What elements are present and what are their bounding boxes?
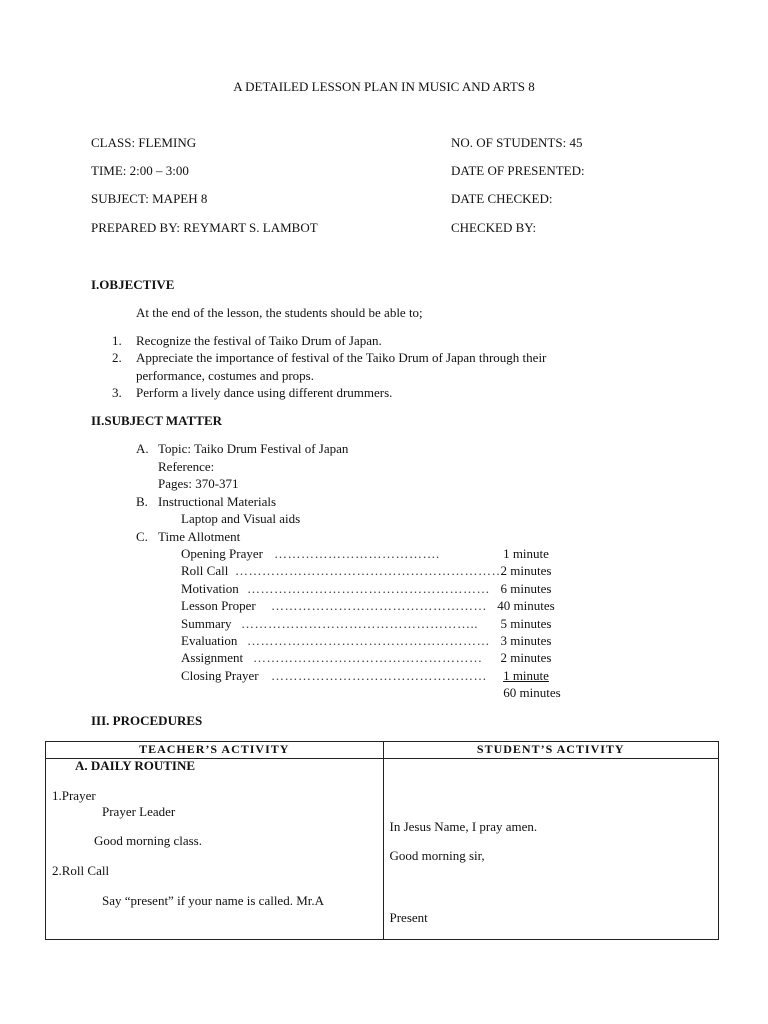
allotment-total: 60 minutes — [503, 685, 561, 700]
table-row — [46, 759, 719, 940]
list-letter-a: A. — [136, 441, 149, 456]
allotment-total-row — [181, 685, 571, 702]
table-header-row — [46, 742, 719, 759]
allotment-value: 1 minute — [503, 668, 549, 683]
allotment-label: Assignment — [181, 650, 244, 665]
materials-text: Instructional Materials — [158, 494, 277, 509]
subject-field: SUBJECT: MAPEH 8 — [91, 191, 208, 206]
objective-item — [112, 333, 382, 349]
allotment-value: 2 minutes — [500, 650, 552, 665]
dot-leader: …………………………………………… — [253, 650, 483, 665]
allotment-value: 40 minutes — [497, 598, 555, 613]
pages-text: Pages: 370-371 — [158, 476, 239, 491]
allotment-row — [181, 563, 571, 580]
dot-leader: ……………………………………………… — [247, 581, 490, 596]
allotment-row — [181, 581, 571, 598]
time-allotment-text: Time Allotment — [158, 529, 241, 544]
allotment-value: 6 minutes — [500, 581, 552, 596]
prayer-label: 1.Prayer — [52, 788, 96, 803]
allotment-label: Motivation — [181, 581, 239, 596]
materials-detail: Laptop and Visual aids — [181, 511, 301, 526]
document-title: A DETAILED LESSON PLAN IN MUSIC AND ARTS 8 — [233, 79, 535, 94]
objective-item-continuation: performance, costumes and props. — [136, 368, 314, 383]
student-cell — [383, 759, 719, 940]
student-greeting-text: Good morning sir, — [389, 848, 485, 863]
daily-routine-heading: A. DAILY ROUTINE — [75, 758, 196, 773]
allotment-label: Roll Call — [181, 563, 229, 578]
student-amen-text: In Jesus Name, I pray amen. — [389, 819, 538, 834]
teacher-column-header: TEACHER’S ACTIVITY — [46, 742, 384, 759]
objective-item — [112, 385, 392, 401]
dot-leader: ………………………………………… — [271, 598, 487, 613]
prayer-leader-text: Prayer Leader — [102, 804, 176, 819]
students-field: NO. OF STUDENTS: 45 — [451, 135, 583, 150]
allotment-label: Lesson Proper — [181, 598, 256, 613]
objective-heading: I.OBJECTIVE — [91, 277, 175, 292]
roll-call-instruction: Say “present” if your name is called. Mr.A — [102, 893, 325, 908]
allotment-label: Evaluation — [181, 633, 238, 648]
list-number: 3. — [112, 385, 122, 400]
allotment-row — [181, 546, 571, 563]
allotment-row — [181, 598, 571, 615]
procedures-table — [45, 741, 719, 940]
procedures-heading: III. PROCEDURES — [91, 713, 203, 728]
student-column-header: STUDENT’S ACTIVITY — [383, 742, 719, 759]
class-field: CLASS: FLEMING — [91, 135, 197, 150]
reference-text: Reference: — [158, 459, 215, 474]
allotment-row — [181, 650, 571, 667]
list-number: 1. — [112, 333, 122, 348]
list-letter-b: B. — [136, 494, 148, 509]
checked-by-field: CHECKED BY: — [451, 220, 537, 235]
allotment-value: 5 minutes — [500, 616, 552, 631]
allotment-label: Summary — [181, 616, 232, 631]
student-present-text: Present — [389, 910, 428, 925]
list-letter-c: C. — [136, 529, 148, 544]
allotment-label: Opening Prayer — [181, 546, 263, 561]
objective-intro: At the end of the lesson, the students should be able to; — [136, 305, 423, 320]
date-checked-field: DATE CHECKED: — [451, 191, 553, 206]
allotment-row — [181, 668, 571, 685]
dot-leader: …………………………………………………… — [235, 563, 505, 578]
allotment-value: 2 minutes — [500, 563, 552, 578]
allotment-label: Closing Prayer — [181, 668, 259, 683]
prepared-by-field: PREPARED BY: REYMART S. LAMBOT — [91, 220, 318, 235]
objective-item-text: Recognize the festival of Taiko Drum of Japan. — [136, 333, 382, 348]
subject-matter-heading: II.SUBJECT MATTER — [91, 413, 222, 428]
objective-item-text: Appreciate the importance of festival of the Taiko Drum of Japan through their — [136, 350, 547, 365]
dot-leader: ………………………………. — [274, 546, 440, 561]
allotment-row — [181, 633, 571, 650]
allotment-row — [181, 616, 571, 633]
objective-item — [112, 350, 546, 366]
list-number: 2. — [112, 350, 122, 365]
teacher-cell — [46, 759, 384, 940]
date-presented-field: DATE OF PRESENTED: — [451, 163, 585, 178]
objective-item-text: Perform a lively dance using different drummers. — [136, 385, 393, 400]
dot-leader: ……………………………………………… — [247, 633, 490, 648]
allotment-value: 1 minute — [503, 546, 549, 561]
time-field: TIME: 2:00 – 3:00 — [91, 163, 189, 178]
dot-leader: …………………………………………….. — [241, 616, 478, 631]
topic-text: Topic: Taiko Drum Festival of Japan — [158, 441, 349, 456]
dot-leader: ………………………………………… — [271, 668, 487, 683]
roll-call-label: 2.Roll Call — [52, 863, 110, 878]
allotment-value: 3 minutes — [500, 633, 552, 648]
greeting-text: Good morning class. — [94, 833, 202, 848]
